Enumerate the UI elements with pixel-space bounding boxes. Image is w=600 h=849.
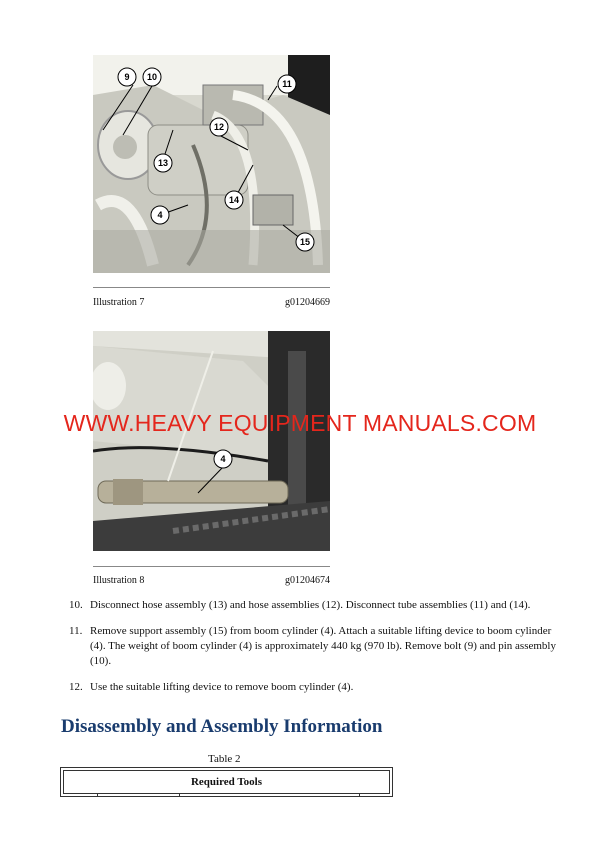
illustration-8-caption: Illustration 8 bbox=[93, 575, 145, 586]
callout-11: 11 bbox=[282, 79, 292, 89]
illustration-7-callouts bbox=[93, 55, 330, 273]
table-header-cell bbox=[63, 770, 390, 794]
procedure-steps bbox=[66, 598, 556, 706]
step-item bbox=[66, 680, 556, 695]
table-column-divider bbox=[359, 793, 360, 797]
table-column-divider bbox=[179, 793, 180, 797]
callout-4: 4 bbox=[220, 454, 226, 464]
callout-14: 14 bbox=[228, 195, 240, 205]
step-item bbox=[66, 624, 556, 669]
illustration-7-code: g01204669 bbox=[285, 297, 330, 308]
table-caption: Table 2 bbox=[208, 753, 241, 765]
callout-15: 15 bbox=[299, 237, 311, 247]
step-number: 11. bbox=[69, 625, 83, 637]
step-number: 10. bbox=[69, 599, 83, 611]
figure-rule bbox=[93, 287, 330, 288]
step-number: 12. bbox=[69, 681, 83, 693]
step-text: Remove support assembly (15) from boom cylinder (4). Attach a suitable lifting device to boom cylinder (4). The weight of boom cylinder (4) is approximately 440 kg (970 lb). Remove bolt (9) and pin assembly (10). bbox=[90, 625, 556, 667]
callout-4: 4 bbox=[157, 210, 163, 220]
table-header-label: Required Tools bbox=[190, 776, 263, 788]
watermark: WWW.HEAVY EQUIPMENT MANUALS.COM bbox=[63, 410, 537, 436]
callout-12: 12 bbox=[213, 122, 225, 132]
required-tools-table bbox=[60, 767, 393, 797]
table-column-divider bbox=[97, 793, 98, 797]
step-item bbox=[66, 598, 556, 613]
step-text: Use the suitable lifting device to remove boom cylinder (4). bbox=[90, 681, 354, 693]
callout-9: 9 bbox=[124, 72, 130, 82]
callout-13: 13 bbox=[157, 158, 169, 168]
illustration-8-code: g01204674 bbox=[285, 575, 330, 586]
illustration-8-callouts bbox=[93, 331, 330, 551]
illustration-7-caption: Illustration 7 bbox=[93, 297, 145, 308]
section-heading: Disassembly and Assembly Information bbox=[61, 716, 383, 737]
callout-10: 10 bbox=[146, 72, 158, 82]
figure-rule bbox=[93, 566, 330, 567]
step-text: Disconnect hose assembly (13) and hose assemblies (12). Disconnect tube assemblies (11) and (14). bbox=[90, 599, 531, 611]
